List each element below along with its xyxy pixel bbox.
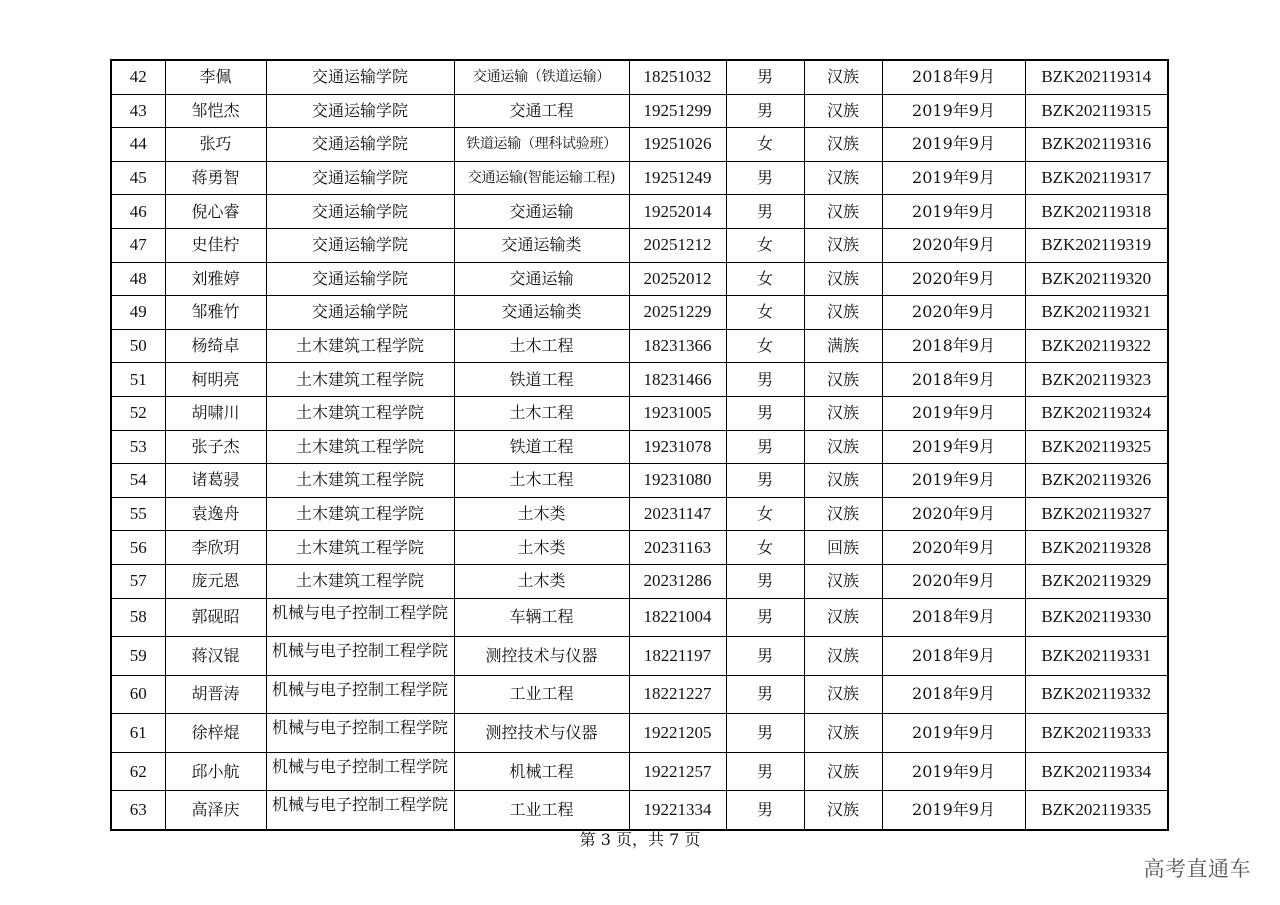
ethnicity-cell: 汉族 (804, 598, 882, 637)
row-number-cell: 44 (111, 128, 165, 162)
major-name-cell: 交通运输 (454, 262, 629, 296)
major-name-cell: 交通运输(智能运输工程) (454, 161, 629, 195)
certificate-number-cell: BZK202119319 (1025, 228, 1168, 262)
college-name-cell: 交通运输学院 (266, 228, 454, 262)
college-name-cell: 土木建筑工程学院 (266, 497, 454, 531)
row-number-cell: 60 (111, 675, 165, 714)
page-number: 第 3 页，共 7 页 (579, 830, 701, 849)
gender-cell: 女 (726, 262, 804, 296)
enrollment-date-cell: 2020年9月 (882, 564, 1025, 598)
enrollment-date-cell: 2019年9月 (882, 195, 1025, 229)
table-row (111, 752, 1168, 791)
student-name-cell: 蒋汉锟 (165, 637, 266, 676)
major-name-cell: 测控技术与仪器 (454, 637, 629, 676)
ethnicity-cell: 汉族 (804, 714, 882, 753)
student-id-cell: 20231147 (629, 497, 726, 531)
major-name-cell: 土木工程 (454, 329, 629, 363)
student-id-cell: 18251032 (629, 60, 726, 94)
student-name-cell: 刘雅婷 (165, 262, 266, 296)
student-id-cell: 19231005 (629, 396, 726, 430)
certificate-number-cell: BZK202119330 (1025, 598, 1168, 637)
college-name-cell: 土木建筑工程学院 (266, 329, 454, 363)
student-id-cell: 18231366 (629, 329, 726, 363)
row-number-cell: 56 (111, 531, 165, 565)
ethnicity-cell: 汉族 (804, 464, 882, 498)
table-row (111, 396, 1168, 430)
ethnicity-cell: 汉族 (804, 60, 882, 94)
college-name-cell: 土木建筑工程学院 (266, 396, 454, 430)
row-number-cell: 51 (111, 363, 165, 397)
certificate-number-cell: BZK202119331 (1025, 637, 1168, 676)
enrollment-date-cell: 2019年9月 (882, 396, 1025, 430)
ethnicity-cell: 汉族 (804, 637, 882, 676)
college-name-cell: 土木建筑工程学院 (266, 363, 454, 397)
student-id-cell: 19221205 (629, 714, 726, 753)
major-name-cell: 交通运输类 (454, 228, 629, 262)
table-row (111, 363, 1168, 397)
college-name-cell: 交通运输学院 (266, 262, 454, 296)
college-name-cell: 交通运输学院 (266, 60, 454, 94)
ethnicity-cell: 汉族 (804, 94, 882, 128)
table-row (111, 675, 1168, 714)
college-name-cell: 机械与电子控制工程学院 (266, 675, 454, 714)
table-row (111, 128, 1168, 162)
gender-cell: 女 (726, 128, 804, 162)
student-name-cell: 李欣玥 (165, 531, 266, 565)
student-id-cell: 19231080 (629, 464, 726, 498)
table-row (111, 161, 1168, 195)
college-name-cell: 交通运输学院 (266, 296, 454, 330)
enrollment-date-cell: 2019年9月 (882, 94, 1025, 128)
certificate-number-cell: BZK202119315 (1025, 94, 1168, 128)
student-name-cell: 袁逸舟 (165, 497, 266, 531)
ethnicity-cell: 汉族 (804, 363, 882, 397)
table-row (111, 296, 1168, 330)
student-name-cell: 柯明亮 (165, 363, 266, 397)
certificate-number-cell: BZK202119328 (1025, 531, 1168, 565)
enrollment-date-cell: 2019年9月 (882, 161, 1025, 195)
student-name-cell: 庞元恩 (165, 564, 266, 598)
row-number-cell: 61 (111, 714, 165, 753)
student-id-cell: 19221334 (629, 791, 726, 830)
enrollment-date-cell: 2018年9月 (882, 598, 1025, 637)
student-id-cell: 19252014 (629, 195, 726, 229)
college-name-cell: 土木建筑工程学院 (266, 531, 454, 565)
ethnicity-cell: 汉族 (804, 396, 882, 430)
enrollment-date-cell: 2018年9月 (882, 637, 1025, 676)
ethnicity-cell: 满族 (804, 329, 882, 363)
major-name-cell: 车辆工程 (454, 598, 629, 637)
student-name-cell: 郭砚昭 (165, 598, 266, 637)
college-name-cell: 土木建筑工程学院 (266, 464, 454, 498)
gender-cell: 男 (726, 752, 804, 791)
gender-cell: 男 (726, 195, 804, 229)
major-name-cell: 机械工程 (454, 752, 629, 791)
table-row (111, 791, 1168, 830)
table-body (111, 60, 1168, 830)
student-id-cell: 18231466 (629, 363, 726, 397)
row-number-cell: 63 (111, 791, 165, 830)
major-name-cell: 土木工程 (454, 396, 629, 430)
major-name-cell: 交通运输（铁道运输） (454, 60, 629, 94)
row-number-cell: 55 (111, 497, 165, 531)
table-row (111, 497, 1168, 531)
gender-cell: 女 (726, 329, 804, 363)
major-name-cell: 工业工程 (454, 675, 629, 714)
certificate-number-cell: BZK202119321 (1025, 296, 1168, 330)
certificate-number-cell: BZK202119316 (1025, 128, 1168, 162)
gender-cell: 女 (726, 531, 804, 565)
ethnicity-cell: 汉族 (804, 564, 882, 598)
college-name-cell: 机械与电子控制工程学院 (266, 714, 454, 753)
table-row (111, 598, 1168, 637)
college-name-cell: 交通运输学院 (266, 195, 454, 229)
major-name-cell: 工业工程 (454, 791, 629, 830)
table-row (111, 430, 1168, 464)
student-name-cell: 倪心睿 (165, 195, 266, 229)
table-row (111, 564, 1168, 598)
gender-cell: 男 (726, 564, 804, 598)
college-name-cell: 机械与电子控制工程学院 (266, 791, 454, 830)
ethnicity-cell: 汉族 (804, 430, 882, 464)
row-number-cell: 43 (111, 94, 165, 128)
gender-cell: 女 (726, 228, 804, 262)
student-name-cell: 蒋勇智 (165, 161, 266, 195)
enrollment-date-cell: 2020年9月 (882, 531, 1025, 565)
student-name-cell: 李佩 (165, 60, 266, 94)
student-name-cell: 邱小航 (165, 752, 266, 791)
student-id-cell: 19221257 (629, 752, 726, 791)
enrollment-date-cell: 2020年9月 (882, 262, 1025, 296)
student-id-cell: 20251229 (629, 296, 726, 330)
certificate-number-cell: BZK202119329 (1025, 564, 1168, 598)
certificate-number-cell: BZK202119335 (1025, 791, 1168, 830)
certificate-number-cell: BZK202119327 (1025, 497, 1168, 531)
row-number-cell: 42 (111, 60, 165, 94)
enrollment-date-cell: 2019年9月 (882, 464, 1025, 498)
row-number-cell: 54 (111, 464, 165, 498)
gender-cell: 男 (726, 94, 804, 128)
student-name-cell: 杨绮卓 (165, 329, 266, 363)
certificate-number-cell: BZK202119333 (1025, 714, 1168, 753)
enrollment-date-cell: 2020年9月 (882, 497, 1025, 531)
gender-cell: 女 (726, 497, 804, 531)
student-id-cell: 18221227 (629, 675, 726, 714)
major-name-cell: 土木类 (454, 531, 629, 565)
college-name-cell: 土木建筑工程学院 (266, 430, 454, 464)
student-name-cell: 邹恺杰 (165, 94, 266, 128)
gender-cell: 男 (726, 430, 804, 464)
college-name-cell: 机械与电子控制工程学院 (266, 598, 454, 637)
enrollment-date-cell: 2018年9月 (882, 363, 1025, 397)
student-id-cell: 18221197 (629, 637, 726, 676)
college-name-cell: 机械与电子控制工程学院 (266, 637, 454, 676)
table-row (111, 228, 1168, 262)
ethnicity-cell: 汉族 (804, 752, 882, 791)
enrollment-date-cell: 2018年9月 (882, 329, 1025, 363)
certificate-number-cell: BZK202119332 (1025, 675, 1168, 714)
row-number-cell: 57 (111, 564, 165, 598)
table-row (111, 464, 1168, 498)
major-name-cell: 交通运输 (454, 195, 629, 229)
college-name-cell: 交通运输学院 (266, 161, 454, 195)
student-id-cell: 20252012 (629, 262, 726, 296)
major-name-cell: 土木类 (454, 564, 629, 598)
table-row (111, 531, 1168, 565)
student-id-cell: 19251299 (629, 94, 726, 128)
row-number-cell: 49 (111, 296, 165, 330)
certificate-number-cell: BZK202119317 (1025, 161, 1168, 195)
major-name-cell: 铁道工程 (454, 430, 629, 464)
enrollment-date-cell: 2019年9月 (882, 752, 1025, 791)
table-row (111, 714, 1168, 753)
certificate-number-cell: BZK202119325 (1025, 430, 1168, 464)
gender-cell: 男 (726, 675, 804, 714)
gender-cell: 男 (726, 714, 804, 753)
gender-cell: 男 (726, 396, 804, 430)
college-name-cell: 交通运输学院 (266, 128, 454, 162)
ethnicity-cell: 汉族 (804, 128, 882, 162)
certificate-number-cell: BZK202119323 (1025, 363, 1168, 397)
ethnicity-cell: 汉族 (804, 675, 882, 714)
ethnicity-cell: 汉族 (804, 228, 882, 262)
student-id-cell: 18221004 (629, 598, 726, 637)
major-name-cell: 铁道运输（理科试验班） (454, 128, 629, 162)
student-name-cell: 诸葛骎 (165, 464, 266, 498)
row-number-cell: 47 (111, 228, 165, 262)
student-id-cell: 19251249 (629, 161, 726, 195)
enrollment-date-cell: 2018年9月 (882, 675, 1025, 714)
gender-cell: 男 (726, 791, 804, 830)
table-row (111, 94, 1168, 128)
table-row (111, 329, 1168, 363)
row-number-cell: 50 (111, 329, 165, 363)
major-name-cell: 土木类 (454, 497, 629, 531)
row-number-cell: 46 (111, 195, 165, 229)
row-number-cell: 53 (111, 430, 165, 464)
student-id-cell: 20231286 (629, 564, 726, 598)
gender-cell: 男 (726, 363, 804, 397)
certificate-number-cell: BZK202119334 (1025, 752, 1168, 791)
row-number-cell: 48 (111, 262, 165, 296)
enrollment-date-cell: 2019年9月 (882, 791, 1025, 830)
student-id-cell: 19251026 (629, 128, 726, 162)
major-name-cell: 土木工程 (454, 464, 629, 498)
major-name-cell: 交通运输类 (454, 296, 629, 330)
watermark-text: 高考直通车 (1143, 857, 1251, 881)
table-row (111, 637, 1168, 676)
enrollment-date-cell: 2019年9月 (882, 128, 1025, 162)
gender-cell: 男 (726, 598, 804, 637)
enrollment-date-cell: 2019年9月 (882, 714, 1025, 753)
student-list-table (110, 59, 1169, 831)
student-name-cell: 张巧 (165, 128, 266, 162)
student-name-cell: 邹雅竹 (165, 296, 266, 330)
ethnicity-cell: 汉族 (804, 195, 882, 229)
certificate-number-cell: BZK202119318 (1025, 195, 1168, 229)
certificate-number-cell: BZK202119324 (1025, 396, 1168, 430)
student-name-cell: 张子杰 (165, 430, 266, 464)
table-row (111, 60, 1168, 94)
student-id-cell: 20251212 (629, 228, 726, 262)
ethnicity-cell: 汉族 (804, 262, 882, 296)
student-id-cell: 20231163 (629, 531, 726, 565)
gender-cell: 男 (726, 60, 804, 94)
ethnicity-cell: 汉族 (804, 296, 882, 330)
student-name-cell: 徐梓焜 (165, 714, 266, 753)
gender-cell: 女 (726, 296, 804, 330)
student-id-cell: 19231078 (629, 430, 726, 464)
enrollment-date-cell: 2020年9月 (882, 228, 1025, 262)
major-name-cell: 铁道工程 (454, 363, 629, 397)
row-number-cell: 45 (111, 161, 165, 195)
table-row (111, 195, 1168, 229)
student-name-cell: 胡晋涛 (165, 675, 266, 714)
certificate-number-cell: BZK202119314 (1025, 60, 1168, 94)
college-name-cell: 机械与电子控制工程学院 (266, 752, 454, 791)
student-name-cell: 史佳柠 (165, 228, 266, 262)
college-name-cell: 交通运输学院 (266, 94, 454, 128)
enrollment-date-cell: 2019年9月 (882, 430, 1025, 464)
certificate-number-cell: BZK202119322 (1025, 329, 1168, 363)
table-row (111, 262, 1168, 296)
enrollment-date-cell: 2018年9月 (882, 60, 1025, 94)
major-name-cell: 测控技术与仪器 (454, 714, 629, 753)
row-number-cell: 58 (111, 598, 165, 637)
ethnicity-cell: 回族 (804, 531, 882, 565)
ethnicity-cell: 汉族 (804, 791, 882, 830)
student-name-cell: 胡啸川 (165, 396, 266, 430)
student-name-cell: 高泽庆 (165, 791, 266, 830)
gender-cell: 男 (726, 464, 804, 498)
college-name-cell: 土木建筑工程学院 (266, 564, 454, 598)
ethnicity-cell: 汉族 (804, 497, 882, 531)
enrollment-date-cell: 2020年9月 (882, 296, 1025, 330)
gender-cell: 男 (726, 161, 804, 195)
gender-cell: 男 (726, 637, 804, 676)
ethnicity-cell: 汉族 (804, 161, 882, 195)
row-number-cell: 59 (111, 637, 165, 676)
row-number-cell: 52 (111, 396, 165, 430)
certificate-number-cell: BZK202119320 (1025, 262, 1168, 296)
major-name-cell: 交通工程 (454, 94, 629, 128)
certificate-number-cell: BZK202119326 (1025, 464, 1168, 498)
row-number-cell: 62 (111, 752, 165, 791)
